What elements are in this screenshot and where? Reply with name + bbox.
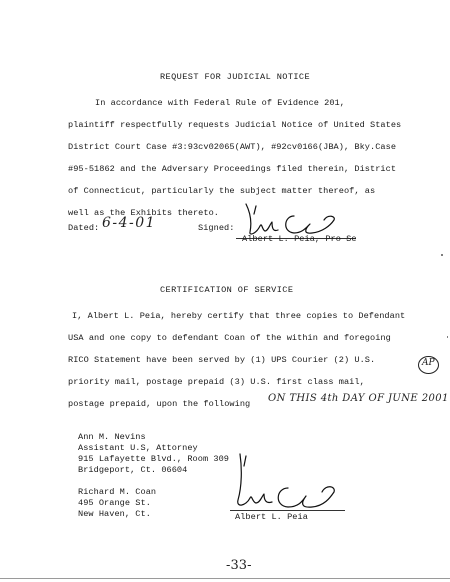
certification-line: USA and one copy to defendant Coan of the within and foregoing	[68, 333, 391, 343]
recipient-line: 915 Lafayette Blvd., Room 309	[78, 454, 230, 464]
certification-line: priority mail, postage prepaid (3) U.S. first class mail,	[68, 377, 365, 387]
request-line: District Court Case #3:93cv02065(AWT), #92cv0166(JBA), Bky.Case	[68, 142, 397, 152]
certification-signature-icon	[226, 452, 346, 514]
request-line: plaintiff respectfully requests Judicial Notice of United States	[68, 120, 402, 130]
request-line: #95-51862 and the Adversary Proceedings filed therein, District	[68, 164, 397, 174]
certification-line: postage prepaid, upon the following	[68, 399, 251, 409]
dated-value: 6-4-01	[102, 215, 157, 231]
certification-line: RICO Statement have been served by (1) UPS Courier (2) U.S.	[68, 355, 376, 365]
dated-label: Dated:	[68, 223, 100, 233]
recipient-line: Bridgeport, Ct. 06604	[78, 465, 188, 475]
initials: AP	[422, 358, 435, 368]
certification-signer: Albert L. Peia	[235, 512, 308, 522]
request-line: In accordance with Federal Rule of Evidence 201,	[95, 98, 345, 108]
signed-label: Signed:	[198, 223, 235, 233]
scan-speck	[441, 254, 443, 256]
request-title: REQUEST FOR JUDICIAL NOTICE	[160, 72, 311, 82]
scan-speck	[447, 336, 448, 338]
request-line: of Connecticut, particularly the subject matter thereof, as	[68, 186, 376, 196]
page-number: -33-	[226, 558, 252, 573]
recipient-line: Ann M. Nevins	[78, 432, 146, 442]
scan-edge	[0, 578, 450, 579]
certification-line: I, Albert L. Peia, hereby certify that three copies to Defendant	[72, 311, 406, 321]
certification-signature-line	[230, 510, 345, 511]
request-line: well as the Exhibits thereto.	[68, 208, 220, 218]
recipient-line: Richard M. Coan	[78, 487, 157, 497]
request-signer: Albert L. Peia, Pro Se	[242, 234, 357, 244]
recipient-line: 495 Orange St.	[78, 498, 151, 508]
recipient-line: New Haven, Ct.	[78, 509, 151, 519]
recipient-line: Assistant U.S, Attorney	[78, 443, 198, 453]
handwritten-addition: ON THIS 4th DAY OF JUNE 2001	[268, 393, 449, 404]
certification-title: CERTIFICATION OF SERVICE	[160, 285, 294, 295]
